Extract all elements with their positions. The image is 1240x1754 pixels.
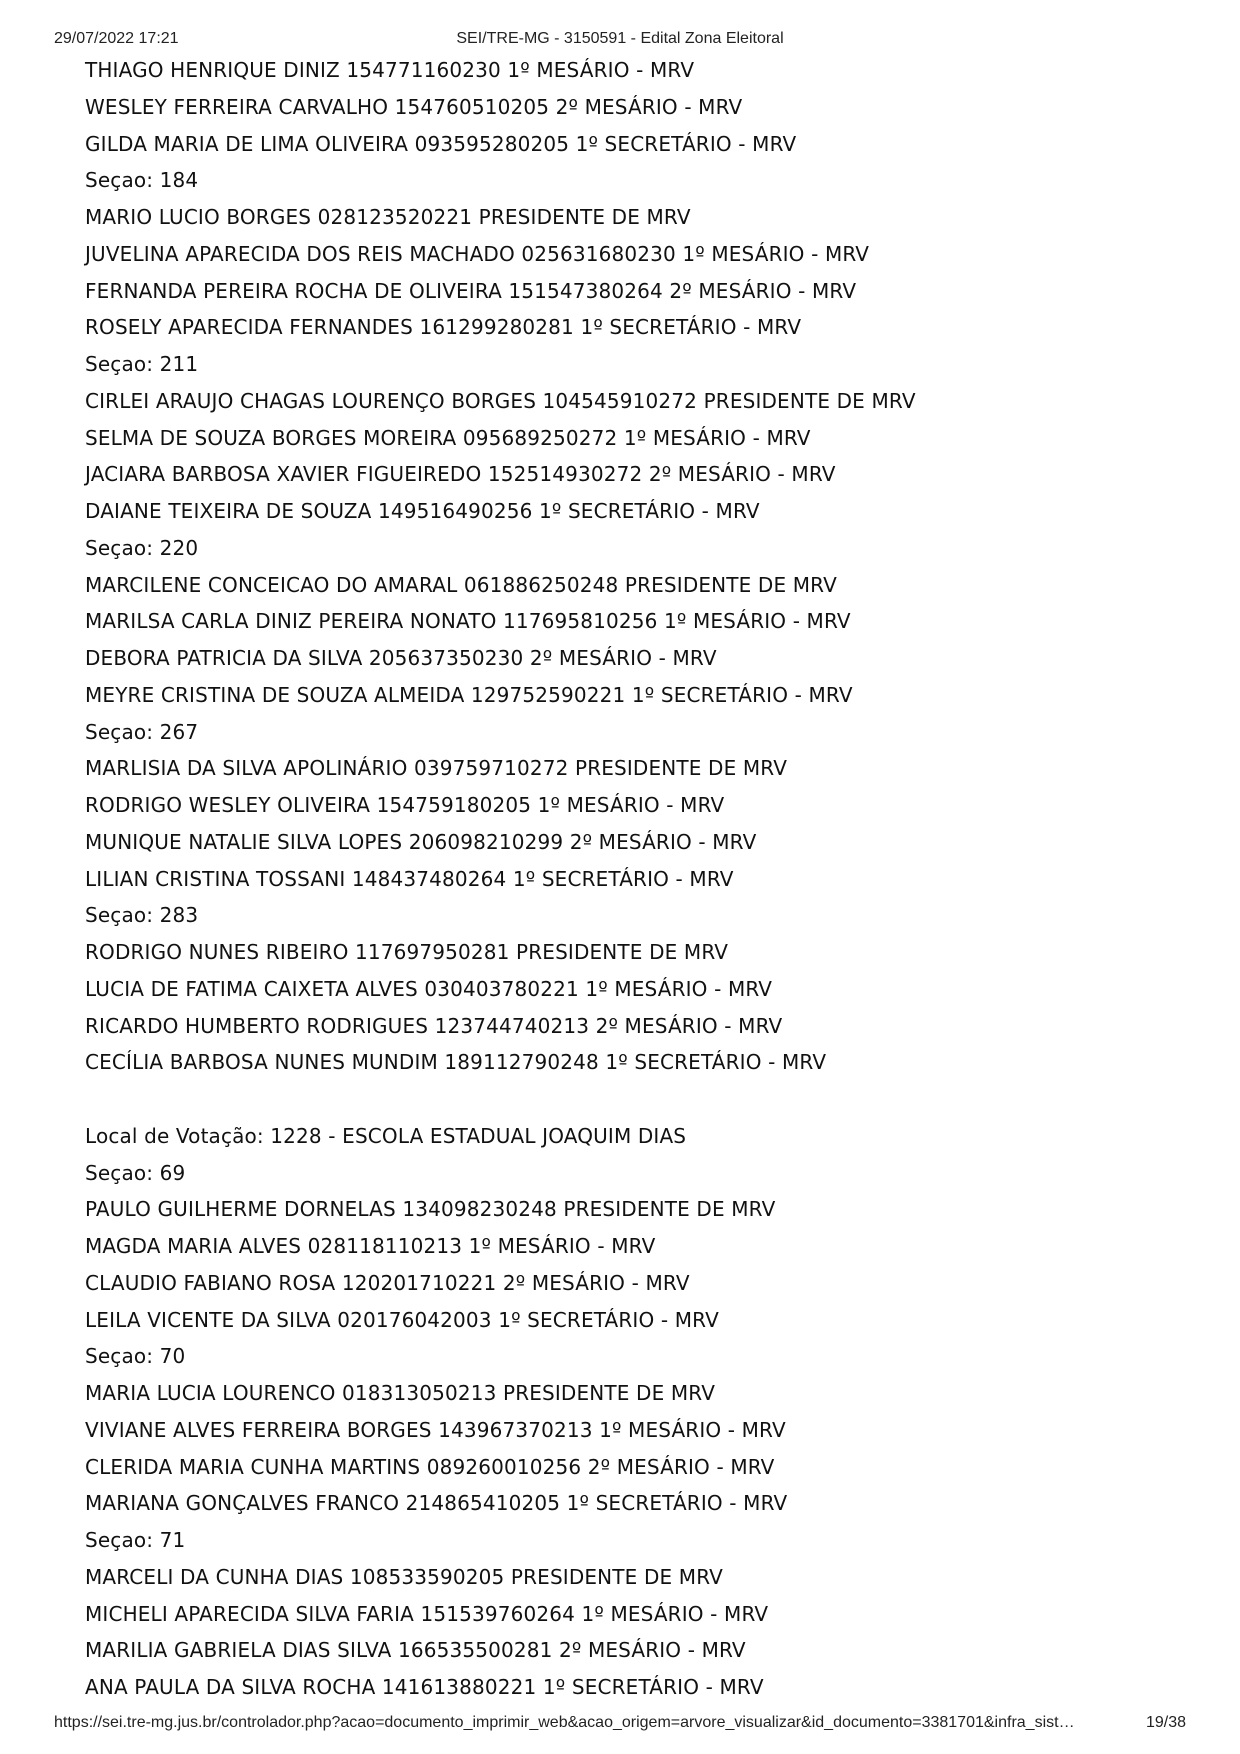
poll-worker-entry: MARILSA CARLA DINIZ PEREIRA NONATO 117695810256 1º MESÁRIO - MRV (85, 609, 851, 634)
page-number: 19/38 (1145, 1714, 1186, 1731)
poll-worker-entry: MUNIQUE NATALIE SILVA LOPES 206098210299 2º MESÁRIO - MRV (85, 829, 757, 854)
poll-worker-entry: MARIANA GONÇALVES FRANCO 214865410205 1º SECRETÁRIO - MRV (85, 1491, 788, 1516)
poll-worker-entry: LILIAN CRISTINA TOSSANI 148437480264 1º SECRETÁRIO - MRV (85, 866, 734, 891)
blank-line (85, 1081, 1200, 1118)
document-url: https://sei.tre-mg.jus.br/controlador.php?acao=documento_imprimir_web&acao_origem=arvore_visualizar&id_documento=3381701&infra_sist… (54, 1714, 1075, 1731)
document-title: SEI/TRE-MG - 3150591 - Edital Zona Eleitoral (456, 30, 784, 47)
section-heading: Seçao: 71 (85, 1528, 186, 1552)
poll-worker-entry: DEBORA PATRICIA DA SILVA 205637350230 2º MESÁRIO - MRV (85, 646, 717, 670)
poll-worker-entry: MARCELI DA CUNHA DIAS 108533590205 PRESIDENTE DE MRV (85, 1564, 723, 1589)
poll-worker-entry: MEYRE CRISTINA DE SOUZA ALMEIDA 129752590221 1º SECRETÁRIO - MRV (85, 682, 853, 707)
poll-worker-entry: MARLISIA DA SILVA APOLINÁRIO 039759710272 PRESIDENTE DE MRV (85, 756, 788, 781)
poll-worker-entry: MARIO LUCIO BORGES 028123520221 PRESIDENTE DE MRV (85, 205, 691, 229)
poll-worker-entry: CECÍLIA BARBOSA NUNES MUNDIM 189112790248 1º SECRETÁRIO - MRV (85, 1050, 827, 1075)
section-heading: Seçao: 283 (85, 903, 199, 928)
poll-worker-entry: LUCIA DE FATIMA CAIXETA ALVES 030403780221 1º MESÁRIO - MRV (85, 976, 773, 1001)
section-heading: Seçao: 70 (85, 1344, 186, 1369)
poll-worker-entry: SELMA DE SOUZA BORGES MOREIRA 095689250272 1º MESÁRIO - MRV (85, 425, 811, 450)
section-heading: Seçao: 184 (85, 168, 199, 193)
poll-worker-entry: GILDA MARIA DE LIMA OLIVEIRA 093595280205 1º SECRETÁRIO - MRV (85, 131, 797, 156)
poll-worker-entry: MARIA LUCIA LOURENCO 018313050213 PRESIDENTE DE MRV (85, 1381, 716, 1405)
poll-worker-entry: RODRIGO NUNES RIBEIRO 117697950281 PRESIDENTE DE MRV (85, 940, 729, 964)
poll-worker-entry: RODRIGO WESLEY OLIVEIRA 154759180205 1º MESÁRIO - MRV (85, 793, 725, 817)
poll-worker-entry: ANA PAULA DA SILVA ROCHA 141613880221 1º SECRETÁRIO - MRV (85, 1675, 764, 1699)
poll-worker-entry: WESLEY FERREIRA CARVALHO 154760510205 2º MESÁRIO - MRV (85, 94, 743, 119)
poll-worker-entry: CLAUDIO FABIANO ROSA 120201710221 2º MESÁRIO - MRV (85, 1270, 690, 1295)
print-footer (54, 1714, 1186, 1734)
poll-worker-entry: DAIANE TEIXEIRA DE SOUZA 149516490256 1º SECRETÁRIO - MRV (85, 499, 760, 523)
poll-worker-entry: THIAGO HENRIQUE DINIZ 154771160230 1º MESÁRIO - MRV (85, 58, 695, 82)
poll-worker-entry: JACIARA BARBOSA XAVIER FIGUEIREDO 152514930272 2º MESÁRIO - MRV (85, 462, 836, 487)
poll-worker-entry: CLERIDA MARIA CUNHA MARTINS 089260010256 2º MESÁRIO - MRV (85, 1454, 775, 1479)
section-heading: Seçao: 211 (85, 352, 199, 376)
poll-worker-entry: FERNANDA PEREIRA ROCHA DE OLIVEIRA 151547380264 2º MESÁRIO - MRV (85, 278, 857, 303)
poll-worker-entry: VIVIANE ALVES FERREIRA BORGES 143967370213 1º MESÁRIO - MRV (85, 1417, 786, 1442)
document-body (85, 52, 1200, 1706)
polling-place-heading: Local de Votação: 1228 - ESCOLA ESTADUAL JOAQUIM DIAS (85, 1123, 687, 1148)
print-datetime: 29/07/2022 17:21 (54, 30, 179, 47)
poll-worker-entry: JUVELINA APARECIDA DOS REIS MACHADO 025631680230 1º MESÁRIO - MRV (85, 241, 870, 266)
poll-worker-entry: MARCILENE CONCEICAO DO AMARAL 061886250248 PRESIDENTE DE MRV (85, 572, 837, 597)
poll-worker-entry: PAULO GUILHERME DORNELAS 134098230248 PRESIDENTE DE MRV (85, 1197, 776, 1222)
section-heading: Seçao: 267 (85, 719, 199, 744)
poll-worker-entry: ROSELY APARECIDA FERNANDES 161299280281 1º SECRETÁRIO - MRV (85, 315, 802, 340)
print-header (54, 30, 1186, 50)
section-heading: Seçao: 69 (85, 1160, 186, 1185)
poll-worker-entry: RICARDO HUMBERTO RODRIGUES 123744740213 2º MESÁRIO - MRV (85, 1013, 783, 1038)
poll-worker-entry: MICHELI APARECIDA SILVA FARIA 151539760264 1º MESÁRIO - MRV (85, 1601, 769, 1626)
poll-worker-entry: LEILA VICENTE DA SILVA 020176042003 1º SECRETÁRIO - MRV (85, 1307, 719, 1332)
poll-worker-entry: CIRLEI ARAUJO CHAGAS LOURENÇO BORGES 104545910272 PRESIDENTE DE MRV (85, 388, 916, 413)
section-heading: Seçao: 220 (85, 535, 199, 560)
poll-worker-entry: MAGDA MARIA ALVES 028118110213 1º MESÁRIO - MRV (85, 1234, 656, 1258)
poll-worker-entry: MARILIA GABRIELA DIAS SILVA 166535500281 2º MESÁRIO - MRV (85, 1638, 746, 1663)
